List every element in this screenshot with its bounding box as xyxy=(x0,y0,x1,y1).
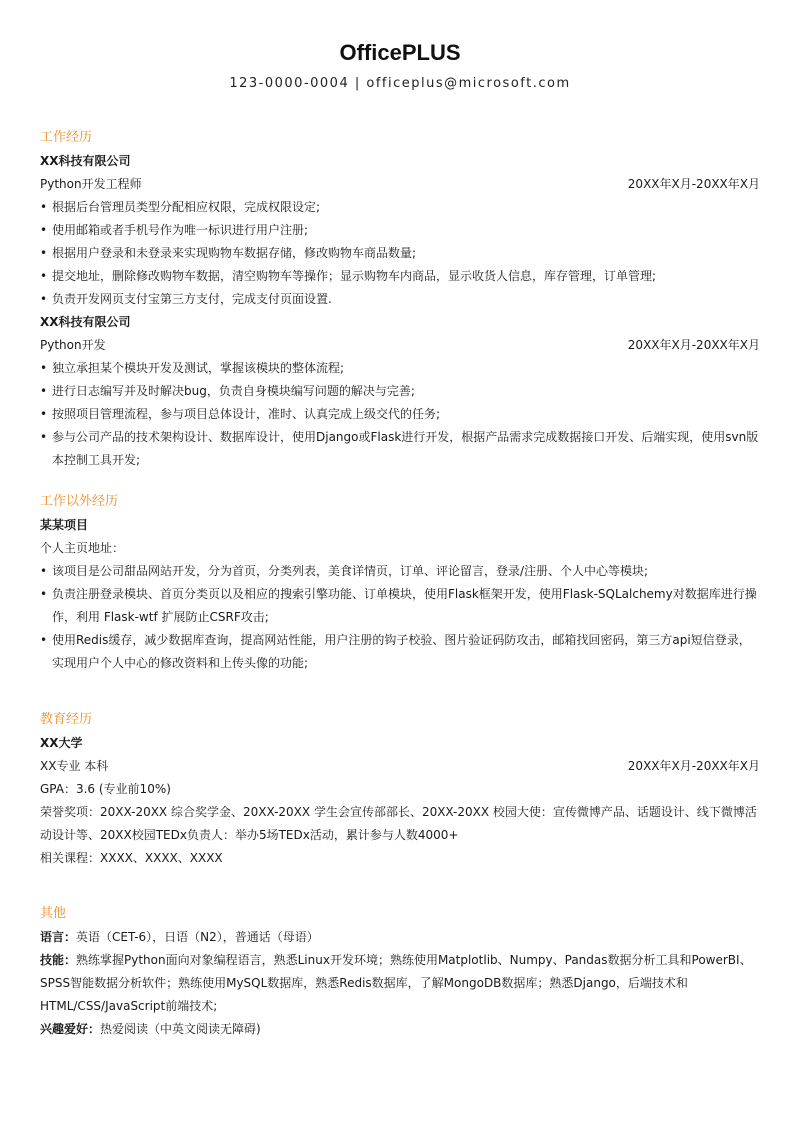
bullet-item: • 按照项目管理流程，参与项目总体设计，准时、认真完成上级交代的任务; xyxy=(40,403,760,426)
bullet-item: • 进行日志编写并及时解决bug，负责自身模块编写问题的解决与完善; xyxy=(40,380,760,403)
job-row xyxy=(40,173,760,196)
skills-label: 技能： xyxy=(40,953,77,967)
honors: 荣誉奖项：20XX-20XX 综合奖学金、20XX-20XX 学生会宣传部部长、20XX-20XX 校园大使：宣传微博产品、话题设计、线下微博活动设计等、20XX校园TEDx负责人：举办5场TEDx活动，累计参与人数4000+ xyxy=(40,805,757,842)
other-section xyxy=(40,902,760,1041)
bullet-item: • 负责开发网页支付宝第三方支付，完成支付页面设置. xyxy=(40,288,760,311)
hobby-line xyxy=(40,1018,760,1041)
courses: 相关课程：XXXX、XXXX、XXXX xyxy=(40,851,223,865)
education-period: 20XX年X月-20XX年X月 xyxy=(627,759,760,773)
contact-info: 123-0000-0004 | officeplus@microsoft.com xyxy=(229,76,571,91)
education-section xyxy=(40,708,760,870)
school-name: XX大学 xyxy=(40,736,83,750)
education-row xyxy=(40,755,760,778)
job-period: 20XX年X月-20XX年X月 xyxy=(627,338,760,352)
bullet-item: • 使用Redis缓存，减少数据库查询，提高网站性能，用户注册的钩子校验、图片验证码防攻击，邮箱找回密码，第三方api短信登录，实现用户个人中心的修改资料和上传头像的功能; xyxy=(40,629,760,675)
job-bullets xyxy=(40,196,760,311)
company-name: XX科技有限公司 xyxy=(40,315,131,329)
homepage-label: 个人主页地址： xyxy=(40,541,125,555)
hobby-label: 兴趣爱好： xyxy=(40,1022,101,1036)
section-title-extra: 工作以外经历 xyxy=(40,494,119,509)
hobby-value: 热爱阅读（中英文阅读无障碍) xyxy=(100,1022,261,1036)
job-period: 20XX年X月-20XX年X月 xyxy=(627,177,760,191)
bullet-item: • 参与公司产品的技术架构设计、数据库设计，使用Django或Flask进行开发，根据产品需求完成数据接口开发、后端实现，使用svn版本控制工具开发; xyxy=(40,426,760,472)
bullet-item: • 该项目是公司甜品网站开发，分为首页，分类列表，美食详情页，订单、评论留言，登录/注册、个人中心等模块; xyxy=(40,560,760,583)
bullet-item: • 根据后台管理员类型分配相应权限，完成权限设定; xyxy=(40,196,760,219)
extra-section xyxy=(40,490,760,675)
job-role: Python开发 xyxy=(40,338,106,352)
job-bullets xyxy=(40,357,760,472)
skills-value: 熟练掌握Python面向对象编程语言，熟悉Linux开发环境；熟练使用Matplotlib、Numpy、Pandas数据分析工具和PowerBI、SPSS智能数据分析软件；熟练使用MySQL数据库，熟悉Redis数据库，了解MongoDB数据库；熟悉Django，后端技术和HTML/CSS/JavaScript前端技术; xyxy=(40,953,752,1013)
job-role: Python开发工程师 xyxy=(40,177,142,191)
major-degree: XX专业 本科 xyxy=(40,759,109,773)
job-row xyxy=(40,334,760,357)
language-label: 语言： xyxy=(40,930,77,944)
bullet-item: • 根据用户登录和未登录来实现购物车数据存储，修改购物车商品数量; xyxy=(40,242,760,265)
company-name: XX科技有限公司 xyxy=(40,154,131,168)
language-value: 英语（CET-6），日语（N2），普通话（母语） xyxy=(76,930,319,944)
project-name: 某某项目 xyxy=(40,518,89,532)
language-line xyxy=(40,926,760,949)
section-title-work: 工作经历 xyxy=(40,130,93,145)
bullet-item: • 独立承担某个模块开发及测试，掌握该模块的整体流程; xyxy=(40,357,760,380)
section-title-other: 其他 xyxy=(40,906,67,921)
project-bullets xyxy=(40,560,760,675)
bullet-item: • 负责注册登录模块、首页分类页以及相应的搜索引擎功能、订单模块，使用Flask框架开发，使用Flask-SQLalchemy对数据库进行操作，利用 Flask-wtf 扩展防止CSRF攻击; xyxy=(40,583,760,629)
skills-line xyxy=(40,949,760,1018)
bullet-item: • 提交地址，删除修改购物车数据，清空购物车等操作；显示购物车内商品，显示收货人信息，库存管理，订单管理; xyxy=(40,265,760,288)
bullet-item: • 使用邮箱或者手机号作为唯一标识进行用户注册; xyxy=(40,219,760,242)
section-title-education: 教育经历 xyxy=(40,712,93,727)
gpa: GPA：3.6 (专业前10%) xyxy=(40,782,171,796)
candidate-name: OfficePLUS xyxy=(339,40,461,65)
work-section xyxy=(40,126,760,472)
